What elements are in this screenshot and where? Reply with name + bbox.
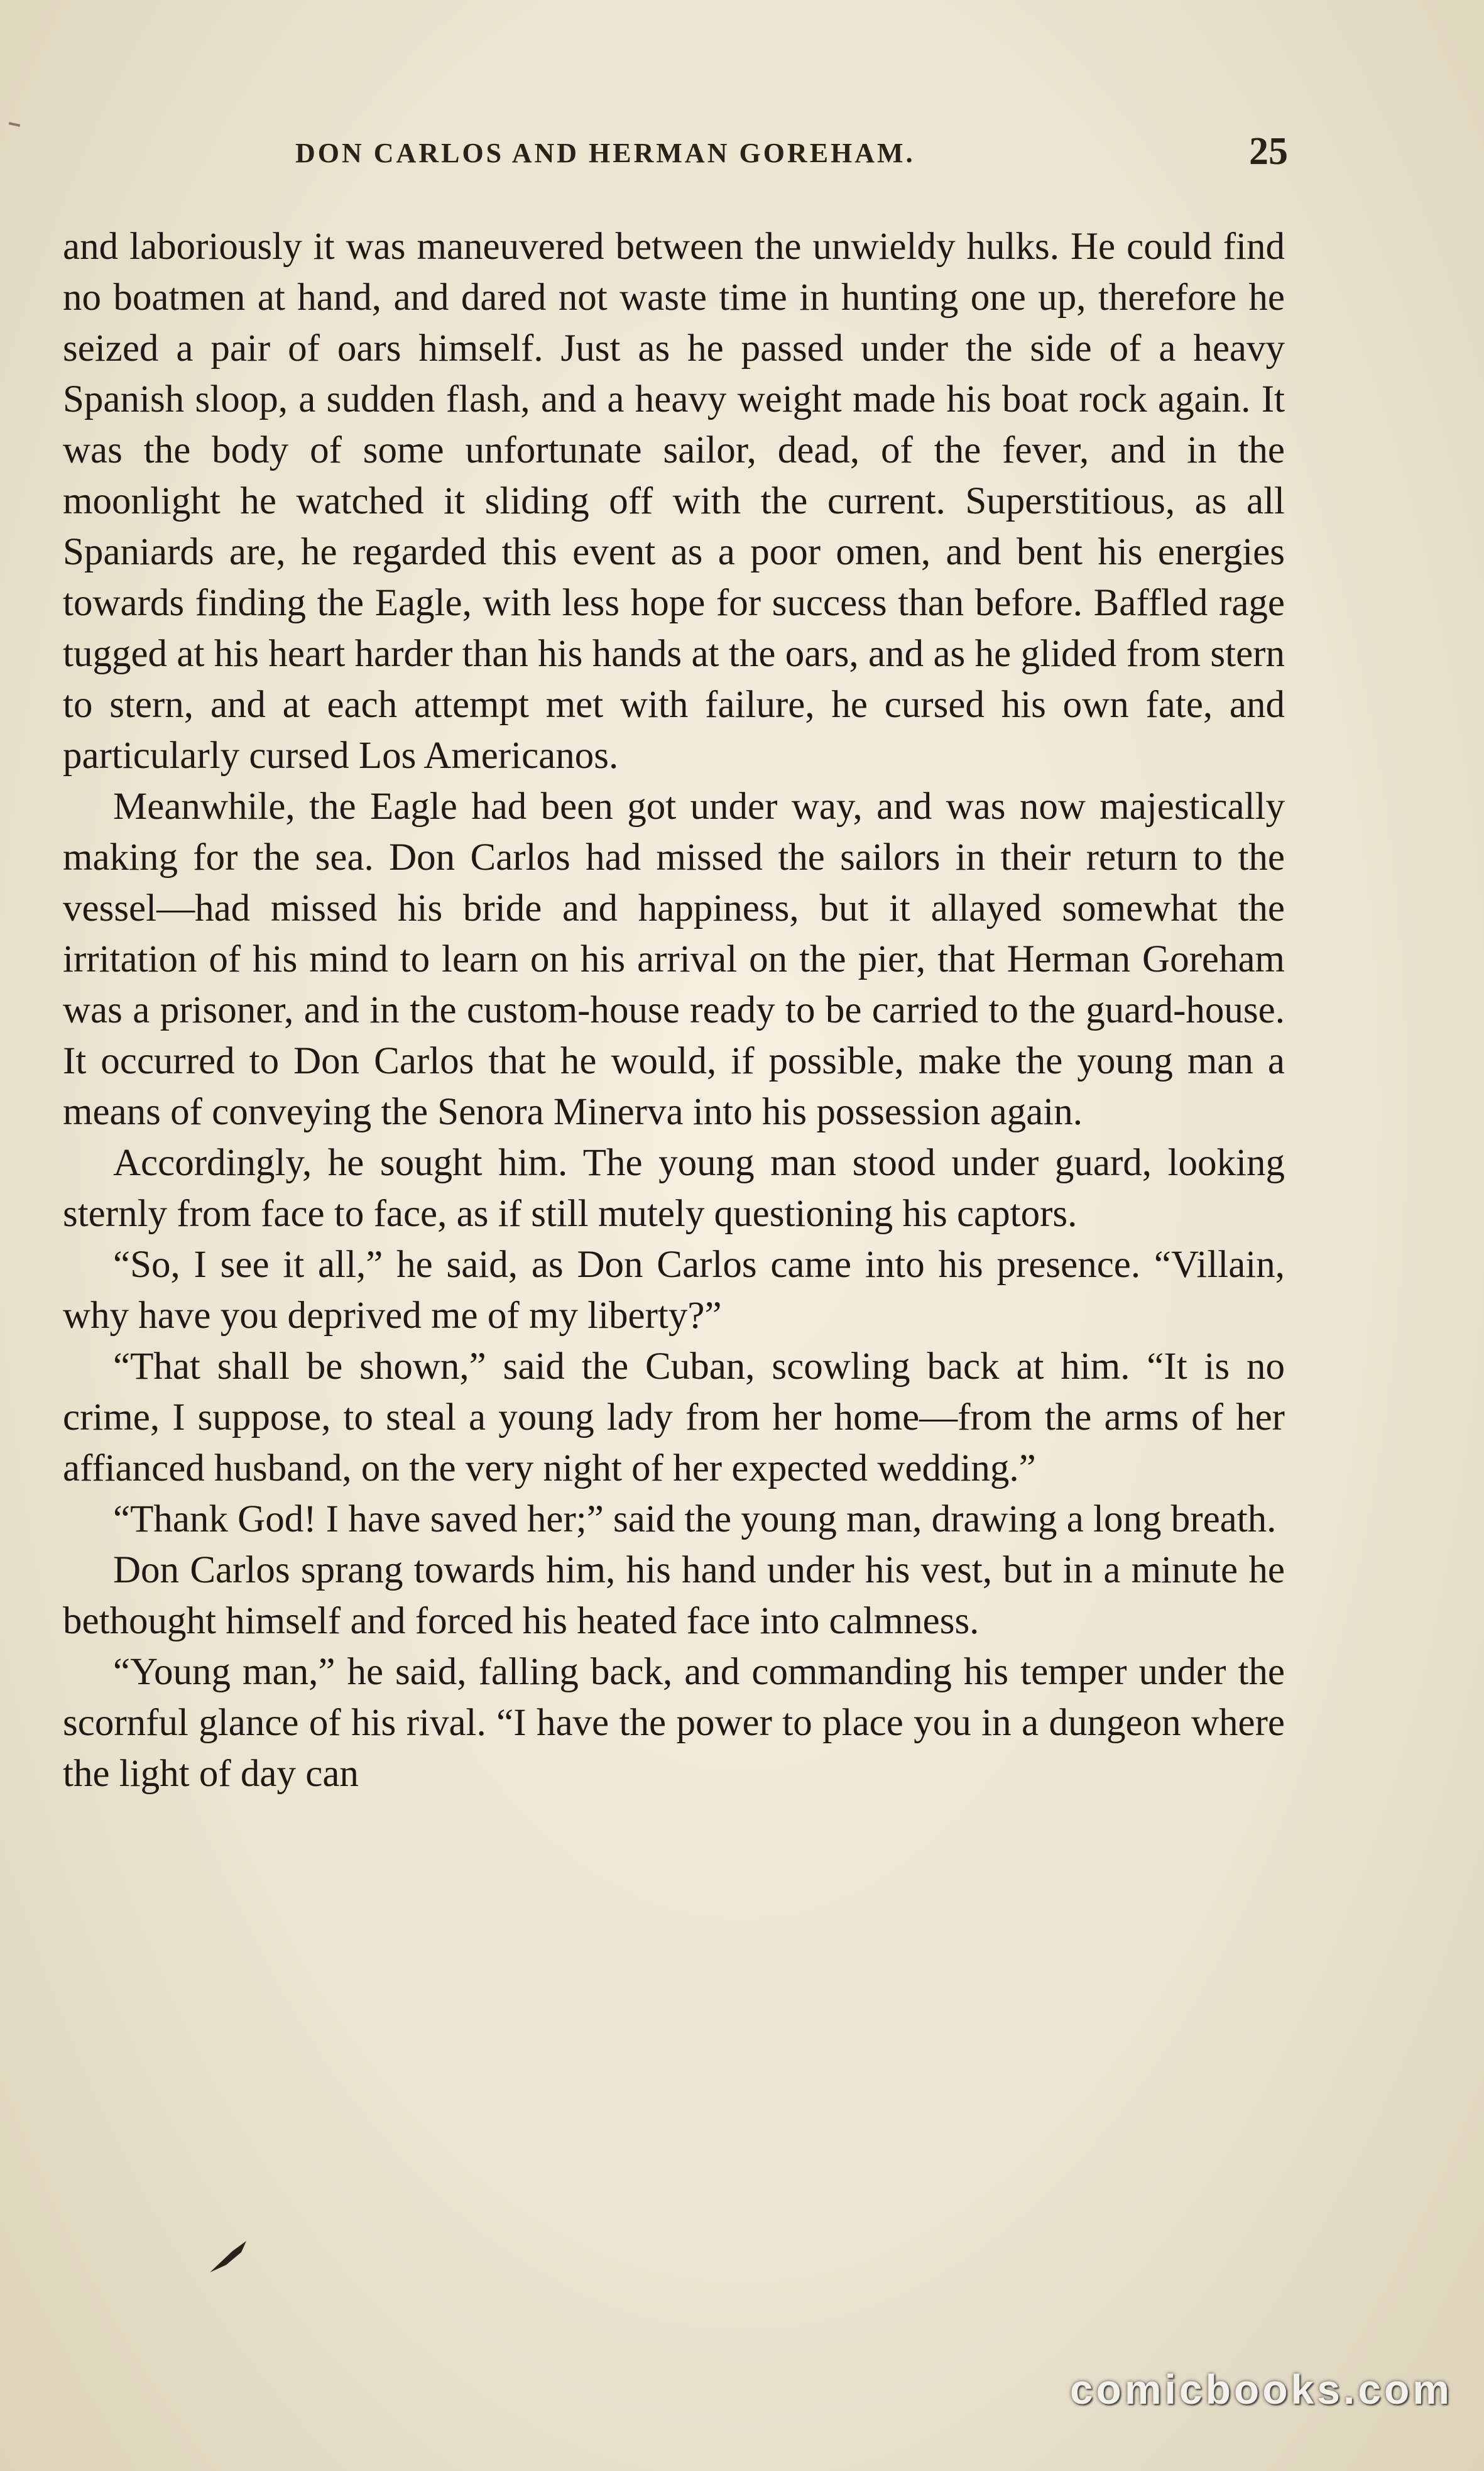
paragraph-7: Don Carlos sprang towards him, his hand under his vest, but in a minute he bethought himself and forced his heated face into calmness. — [63, 1549, 1285, 1642]
running-head — [63, 126, 1288, 182]
watermark: comicbooks.com — [1069, 2366, 1453, 2413]
page-number: 25 — [1249, 130, 1288, 173]
paragraph-5: “That shall be shown,” said the Cuban, scowling back at him. “It is no crime, I suppose, to steal a young lady from her home—from the arms of her affianced husband, on the very night of her expected wedding.” — [63, 1345, 1285, 1489]
paragraph-1: and laboriously it was maneuvered between the unwieldy hulks. He could find no boatmen at hand, and dared not waste time in hunting one up, therefore he seized a pair of oars himself. Just as he passed under the side of a heavy Spanish sloop, a sudden flash, and a heavy weight made his boat rock again. It was the body of some unfortunate sailor, dead, of the fever, and in the moonlight he watched it sliding off with the current. Superstitious, as all Spaniards are, he regarded this event as a poor omen, and bent his energies towards finding the Eagle, with less hope for success than before. Baffled rage tugged at his heart harder than his hands at the oars, and as he glided from stern to stern, and at each attempt met with failure, he cursed his own fate, and particularly cursed Los Americanos. — [63, 226, 1285, 777]
paragraph-6: “Thank God! I have saved her;” said the young man, drawing a long breath. — [113, 1498, 1277, 1540]
ink-mark-icon — [207, 2237, 258, 2275]
running-title: DON CARLOS AND HERMAN GOREHAM. — [295, 138, 915, 168]
paragraph-2: Meanwhile, the Eagle had been got under way, and was now majestically making for the sea. Don Carlos had missed the sailors in their return to the vessel—had missed his bride and happiness, but it allayed somewhat the irritation of his mind to learn on his arrival on the pier, that Herman Goreham was a prisoner, and in the custom-house ready to be carried to the guard-house. It occurred to Don Carlos that he would, if possible, make the young man a means of conveying the Senora Minerva into his possession again. — [63, 786, 1285, 1133]
paragraph-8: “Young man,” he said, falling back, and commanding his temper under the scornful glance of his rival. “I have the power to place you in a dungeon where the light of day can — [63, 1651, 1285, 1795]
paper-fleck — [9, 122, 20, 127]
paragraph-3: Accordingly, he sought him. The young man stood under guard, looking sternly from face to face, as if still mutely questioning his captors. — [63, 1142, 1285, 1235]
body-text — [63, 221, 1285, 1799]
paragraph-4: “So, I see it all,” he said, as Don Carlos came into his presence. “Villain, why have you deprived me of my liberty?” — [63, 1244, 1285, 1337]
